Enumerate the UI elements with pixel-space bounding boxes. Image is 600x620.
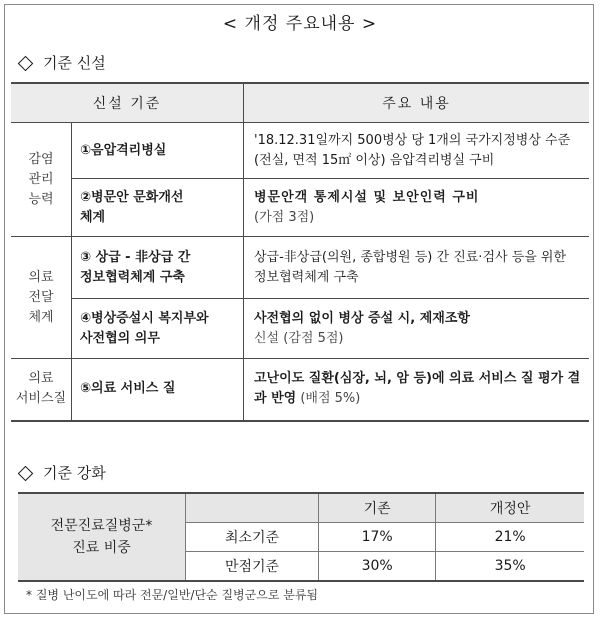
- table-row: [11, 237, 589, 299]
- category-cell: 의료 전달 체계: [11, 237, 72, 359]
- table-row: [11, 359, 589, 421]
- table-header-row: [11, 83, 589, 123]
- content-main: 고난이도 질환(심장, 뇌, 암 등)에 의료 서비스 질 평가 결과 반영: [254, 371, 581, 407]
- strengthened-criteria-table: [18, 492, 584, 582]
- content-note: 신설 (감점 5점): [254, 330, 344, 346]
- category-cell: 감염 관리 능력: [11, 123, 72, 237]
- row-label-cell: 전문진료질병군* 진료 비중: [18, 493, 186, 581]
- header-revised: 개정안: [436, 493, 584, 523]
- content-cell: '18.12.31일까지 500병상 당 1개의 국가지정병상 수준(전실, 면적 15㎡ 이상) 음압격리병실 구비: [244, 123, 590, 179]
- footnote: * 질병 난이도에 따라 전문/일반/단순 질병군으로 분류됨: [26, 588, 318, 602]
- criteria-cell: ②병문안 문화개선 체계: [72, 179, 244, 237]
- content-main: 병문안객 통제시설 및 보안인력 구비: [254, 189, 480, 205]
- diamond-bullet-icon: [18, 465, 34, 481]
- criteria-cell: ①음압격리병실: [72, 123, 244, 179]
- content-note: (배점 5%): [300, 391, 361, 407]
- section-heading-text: 기준 신설: [43, 54, 106, 72]
- table-row: [11, 299, 589, 359]
- content-note: (가점 3점): [254, 209, 315, 225]
- table-row: [11, 123, 589, 179]
- section-heading-text: 기준 강화: [43, 464, 106, 482]
- revised-value: 21%: [436, 523, 584, 552]
- content-cell: [244, 179, 590, 237]
- criteria-cell: ⑤의료 서비스 질: [72, 359, 244, 421]
- header-existing: 기존: [319, 493, 436, 523]
- header-blank: [186, 493, 319, 523]
- content-cell: [244, 299, 590, 359]
- table-row: [11, 179, 589, 237]
- sub-label-cell: 만점기준: [186, 552, 319, 582]
- section-strengthened-criteria-heading: [16, 462, 106, 483]
- revised-value: 35%: [436, 552, 584, 582]
- existing-value: 17%: [319, 523, 436, 552]
- header-content: 주요 내용: [244, 83, 590, 123]
- page-title: < 개정 주요내용 >: [222, 14, 378, 34]
- criteria-cell: ④병상증설시 복지부와 사전협의 의무: [72, 299, 244, 359]
- sub-label-cell: 최소기준: [186, 523, 319, 552]
- table-header-row: [18, 493, 584, 523]
- header-criteria: 신설 기준: [11, 83, 244, 123]
- content-cell: [244, 359, 590, 421]
- section-new-criteria-heading: [16, 52, 106, 73]
- content-main: 사전협의 없이 병상 증설 시, 제재조항: [254, 310, 470, 326]
- diamond-bullet-icon: [18, 55, 34, 71]
- existing-value: 30%: [319, 552, 436, 582]
- criteria-cell: ③ 상급 - 非상급 간 정보협력체계 구축: [72, 237, 244, 299]
- content-cell: 상급-非상급(의원, 종합병원 등) 간 진료·검사 등을 위한 정보협력체계 구축: [244, 237, 590, 299]
- category-cell: 의료 서비스질: [11, 359, 72, 421]
- new-criteria-table: [11, 82, 589, 422]
